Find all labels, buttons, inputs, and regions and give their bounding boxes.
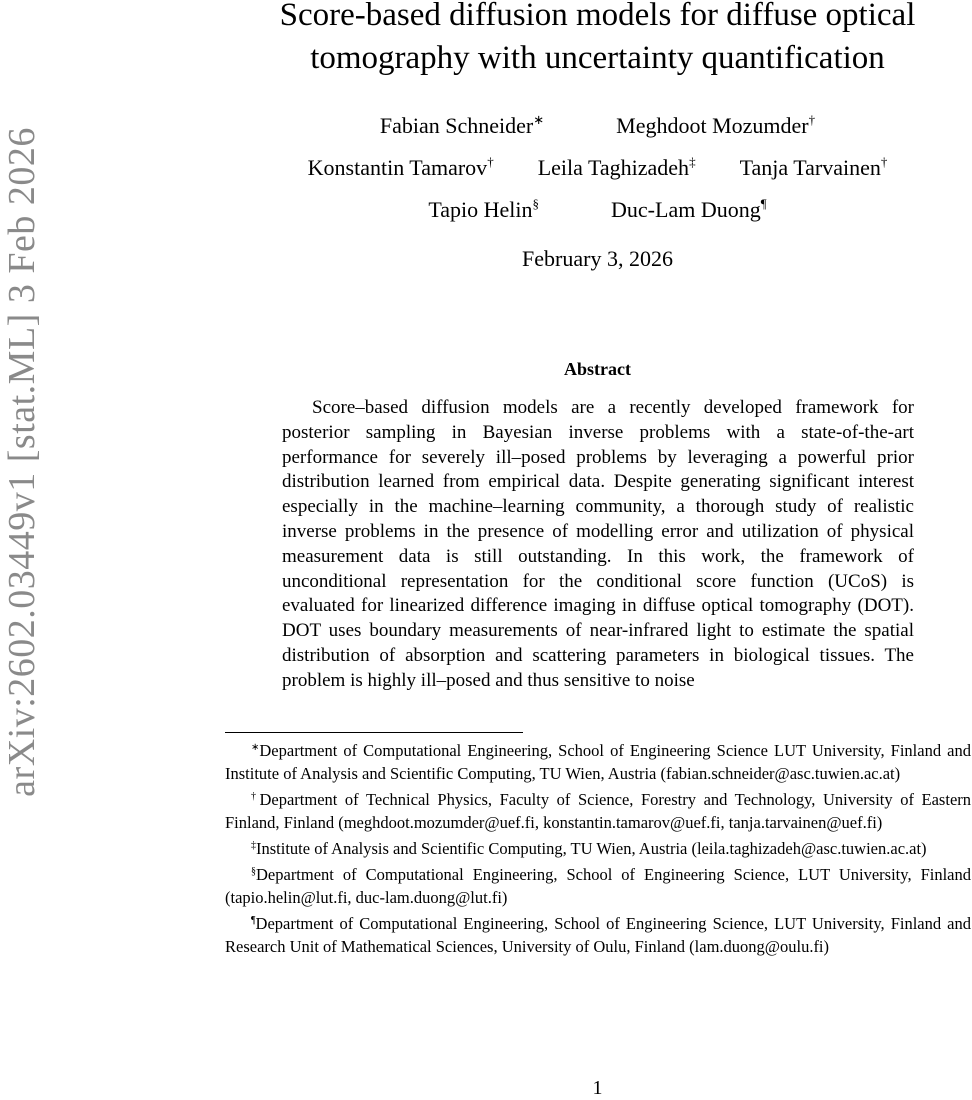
footnote-text: Department of Computational Engineering, School of Engineering Science, LUT University, Finland and Research Unit of Mathematical Sciences, University of Oulu, Finland (lam.duong@oulu.fi) — [225, 914, 971, 956]
footnote-mark: ¶ — [251, 915, 256, 926]
author — [308, 154, 494, 181]
footnote — [225, 785, 971, 834]
author-mark: † — [808, 112, 816, 127]
footnote-mark: ‡ — [251, 840, 256, 851]
author-row-3 — [225, 196, 970, 238]
author-row-2 — [225, 154, 970, 196]
author-mark: ∗ — [533, 112, 545, 127]
author-mark: ¶ — [760, 196, 767, 211]
arxiv-stamp-text: arXiv:2602.03449v1 [stat.ML] 3 Feb 2026 — [1, 127, 43, 797]
author-name: Leila Taghizadeh — [537, 155, 690, 180]
author-name: Fabian Schneider — [379, 113, 534, 138]
footnote-rule — [225, 732, 523, 733]
author-name: Duc-Lam Duong — [611, 197, 761, 222]
paper-title: Score-based diffusion models for diffuse optical tomography with uncertainty quantification — [279, 0, 916, 76]
footnote — [225, 834, 971, 860]
abstract-text: Score–based diffusion models are a recently developed framework for posterior sampling in Bayesian inverse problems with a state-of-the-art performance for severely ill–posed problems by leveraging a powerful prior distribution learned from empirical data. Despite generating significant interest especially in the machine–learning community, a thorough study of realistic inverse problems in the presence of modelling error and utilization of physical measurement data is still outstanding. In this work, the framework of unconditional representation for the conditional score function (UCoS) is evaluated for linearized difference imaging in diffuse optical tomography (DOT). DOT uses boundary measurements of near-infrared light to estimate the spatial distribution of absorption and scattering parameters in biological tissues. The problem is highly ill–posed and thus sensitive to noise — [282, 397, 914, 691]
author-name: Meghdoot Mozumder — [616, 113, 809, 138]
abstract-heading: Abstract — [564, 359, 631, 379]
page-number: 1 — [592, 1077, 603, 1099]
author — [616, 112, 815, 139]
author-mark: † — [487, 154, 494, 169]
footnotes — [225, 736, 971, 958]
footnote-text: Department of Computational Engineering, School of Engineering Science, LUT University, Finland (tapio.helin@lut.fi, duc-lam.duong@lut.fi) — [225, 865, 971, 907]
author-list — [225, 112, 970, 238]
footnote-text: Department of Technical Physics, Faculty of Science, Forestry and Technology, University of Eastern Finland, Finland (meghdoot.mozumder@uef.fi, konstantin.tamarov@uef.fi, tanja.tarvainen@uef.fi) — [225, 790, 972, 832]
author-name: Tanja Tarvainen — [739, 155, 881, 180]
footnote-text: Department of Computational Engineering, School of Engineering Science LUT University, Finland and Institute of Analysis and Scientific Computing, TU Wien, Austria (fabian.schneider@asc.tuwien.ac.at) — [225, 741, 971, 783]
footnote — [225, 909, 971, 958]
author — [380, 112, 544, 139]
footnote — [225, 860, 971, 909]
footnote-mark: † — [251, 791, 260, 802]
author-name: Tapio Helin — [428, 197, 533, 222]
author-row-1 — [225, 112, 970, 154]
footnote-mark: § — [251, 866, 256, 877]
arxiv-stamp — [0, 92, 44, 832]
author — [428, 196, 539, 223]
footnote-mark: ∗ — [251, 742, 260, 753]
author — [740, 154, 888, 181]
author-mark: ‡ — [689, 154, 696, 169]
footnote-text: Institute of Analysis and Scientific Computing, TU Wien, Austria (leila.taghizadeh@asc.tuwien.ac.at) — [256, 839, 927, 858]
author-mark: § — [532, 196, 540, 211]
author — [538, 154, 696, 181]
paper-date: February 3, 2026 — [522, 246, 673, 271]
author-name: Konstantin Tamarov — [307, 155, 488, 180]
footnote — [225, 736, 971, 785]
author-mark: † — [880, 154, 888, 169]
author — [611, 196, 767, 223]
